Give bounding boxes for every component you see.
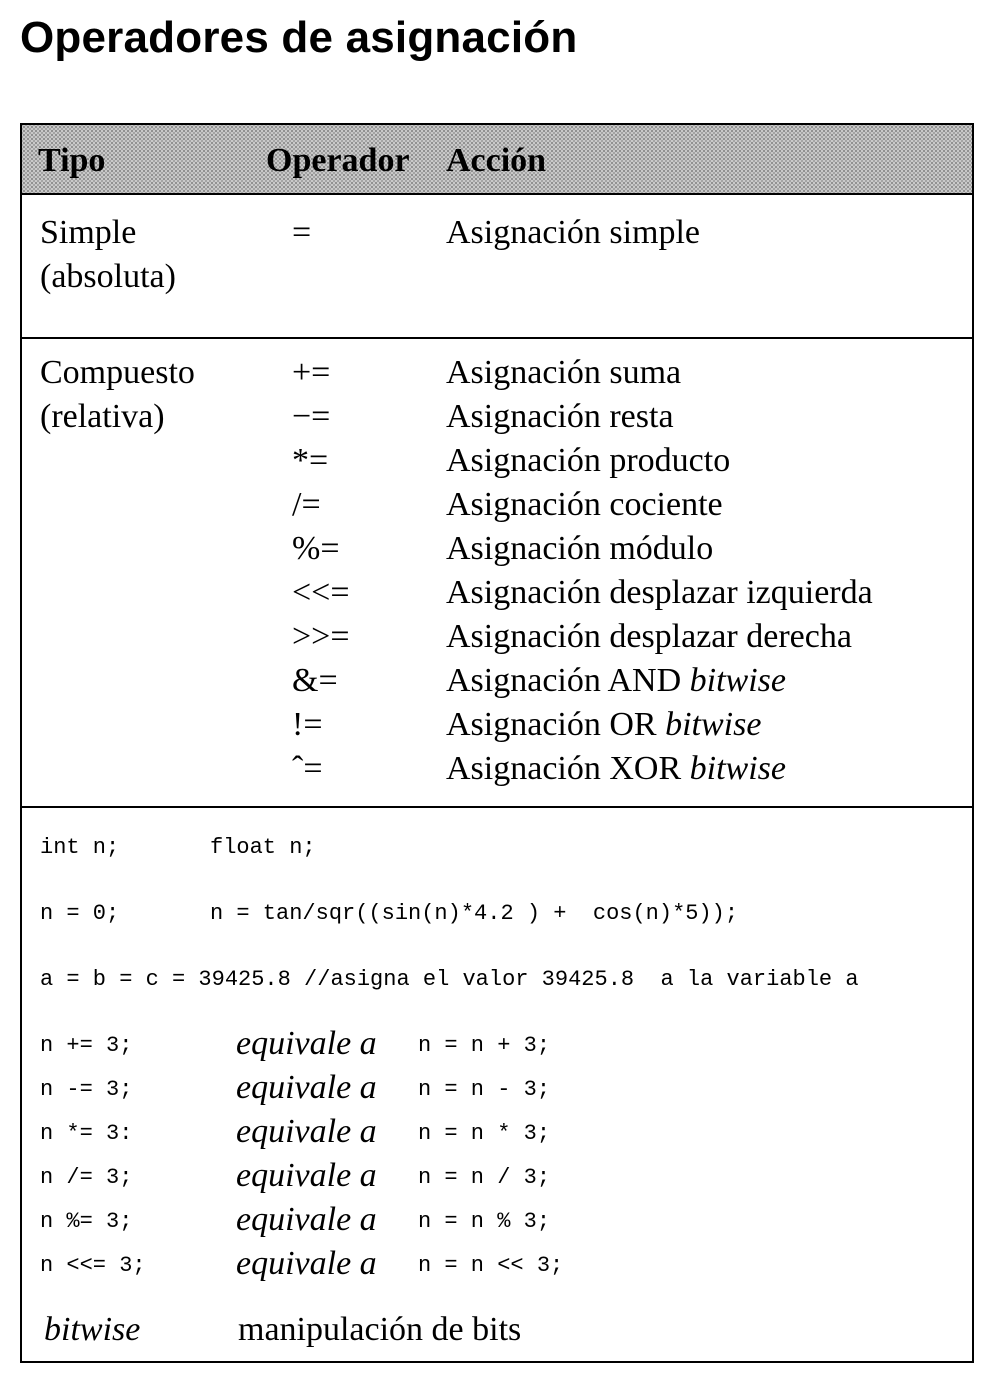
- glossary-term: bitwise: [44, 1311, 141, 1348]
- simple-operator: =: [292, 214, 312, 251]
- equivalence-result: n = n % 3;: [418, 1209, 551, 1234]
- equivalence-expr: n += 3;: [40, 1033, 133, 1058]
- operator-symbol: ˆ=: [292, 750, 323, 787]
- operator-action: Asignación AND bitwise: [446, 662, 786, 699]
- operator-symbol: >>=: [292, 618, 350, 655]
- equivalence-expr: n -= 3;: [40, 1077, 133, 1102]
- equivalence-word: equivale a: [236, 1157, 377, 1194]
- compound-type-cell: [40, 351, 195, 439]
- compound-section: [22, 337, 972, 808]
- equivalence-expr: n %= 3;: [40, 1209, 133, 1234]
- compound-type-line: (relativa): [40, 398, 165, 435]
- glossary-definition: manipulación de bits: [238, 1311, 522, 1348]
- header-type: Tipo: [38, 142, 106, 179]
- simple-type-line: (absoluta): [40, 258, 176, 295]
- simple-type-line: Simple: [40, 214, 137, 251]
- operator-action: Asignación producto: [446, 442, 731, 479]
- equivalence-result: n = n << 3;: [418, 1253, 564, 1278]
- operator-action: Asignación desplazar izquierda: [446, 574, 873, 611]
- compound-action-list: [446, 351, 873, 791]
- operator-action: Asignación OR bitwise: [446, 706, 762, 743]
- code-init: n = 0;: [40, 901, 120, 926]
- equivalence-result: n = n / 3;: [418, 1165, 551, 1190]
- operator-symbol: !=: [292, 706, 323, 743]
- code-chain-assignment: a = b = c = 39425.8 //asigna el valor 39425.8 a la variable a: [40, 967, 859, 992]
- operator-action: Asignación XOR bitwise: [446, 750, 786, 787]
- equivalence-word: equivale a: [236, 1069, 377, 1106]
- equivalence-expr: n *= 3:: [40, 1121, 133, 1146]
- simple-action: Asignación simple: [446, 214, 701, 251]
- examples-section: [22, 806, 972, 1361]
- equivalence-word: equivale a: [236, 1025, 377, 1062]
- equivalence-word: equivale a: [236, 1201, 377, 1238]
- operator-symbol: %=: [292, 530, 340, 567]
- table-header-row: [22, 125, 972, 195]
- equivalence-expr: n <<= 3;: [40, 1253, 146, 1278]
- operator-action: Asignación resta: [446, 398, 674, 435]
- simple-type-cell: [40, 211, 176, 299]
- equivalence-word: equivale a: [236, 1113, 377, 1150]
- operator-action: Asignación suma: [446, 354, 682, 391]
- operator-action: Asignación cociente: [446, 486, 723, 523]
- page-title: Operadores de asignación: [20, 13, 578, 62]
- code-declaration-int: int n;: [40, 835, 120, 860]
- code-expression: n = tan/sqr((sin(n)*4.2 ) + cos(n)*5));: [210, 901, 739, 926]
- operator-symbol: &=: [292, 662, 338, 699]
- operator-symbol: −=: [292, 398, 331, 435]
- operator-action: Asignación desplazar derecha: [446, 618, 852, 655]
- code-declaration-float: float n;: [210, 835, 316, 860]
- equivalence-expr: n /= 3;: [40, 1165, 133, 1190]
- equivalence-result: n = n * 3;: [418, 1121, 551, 1146]
- equivalence-result: n = n - 3;: [418, 1077, 551, 1102]
- compound-type-line: Compuesto: [40, 354, 195, 391]
- operator-action: Asignación módulo: [446, 530, 714, 567]
- simple-section: [22, 193, 972, 339]
- assignment-operators-table: [20, 123, 974, 1363]
- header-operator: Operador: [266, 142, 410, 179]
- operator-symbol: +=: [292, 354, 331, 391]
- operator-symbol: /=: [292, 486, 321, 523]
- operator-symbol: <<=: [292, 574, 350, 611]
- header-action: Acción: [446, 142, 547, 179]
- equivalence-word: equivale a: [236, 1245, 377, 1282]
- operator-symbol: *=: [292, 442, 329, 479]
- equivalence-result: n = n + 3;: [418, 1033, 551, 1058]
- compound-operator-list: [292, 351, 350, 791]
